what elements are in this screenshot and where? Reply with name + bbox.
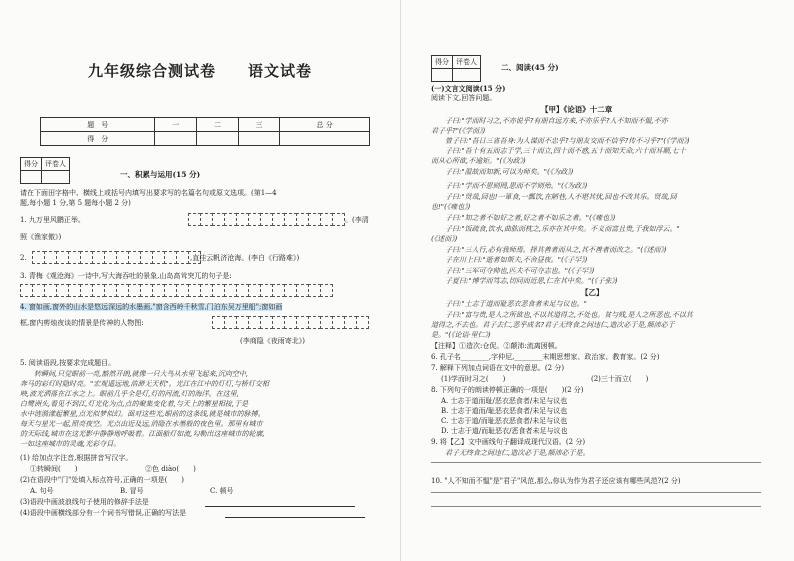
q3-text: 3. 青梅《观沧海》一诗中,写大海吞吐的景象,山岛高耸突兀的句子是: [20,272,232,280]
q4-highlight: 4. 窗如画,窗外的山水是悠远深远的水墨画,"窗含西岭千秋雪,门泊东吴万里船";窗如画 [20,303,283,311]
jia-line: 君子乎?"(《学而》) [431,127,486,135]
q5-2-option-a[interactable]: A. 句号 [30,487,54,495]
grader-score-label: 得分 [21,158,42,171]
q4-text-1 [20,303,282,312]
q5-paragraph-line: 每天与星光一起,照亮夜空。光点由近及远,消隐在水墨般的夜色里。那里有城市 [20,420,263,428]
q8-option-b[interactable]: B. 士志于道而/耻恶衣恶食者/未足与议也 [441,407,568,415]
q5-2-option-c[interactable]: C. 顿号 [210,487,234,495]
q5-paragraph-line: 一如这座城市的灵魂,光彩夺目。 [20,440,121,448]
subsection-1-instruction: 阅读下文,回答问题。 [431,94,497,102]
exam-title: 九年级综合测试卷 语文试卷 [88,62,313,80]
score-cell[interactable] [238,132,280,146]
score-header: 题 号 [41,118,155,132]
score-header: 总 分 [280,118,370,132]
yi-line: 子曰:"士志于道而耻恶衣恶食者未足与议也。" [431,300,587,308]
section-1-title: 一、积累与运用(15 分) [120,170,201,179]
section-2-title: 二、阅读(45 分) [501,63,559,72]
jia-line: 子曰:"贤哉,回也!一箪食,一瓢饮,在陋巷,人不堪其忧,回也不改其乐。贤哉,回 [431,193,677,201]
jia-line: 子曰:"知之者不如好之者,好之者不如乐之者。"(《雍也》) [431,214,616,222]
q2-suffix: ,直挂云帆济沧海。(李白《行路难》) [190,254,300,262]
q9-sentence: 君子无终食之间违仁,造次必于是,颠沛必于是。 [431,449,590,457]
jia-line: 子曰:"饭疏食,饮水,曲肱而枕之,乐亦在其中矣。不义而富且贵,于我如浮云。" [431,225,680,233]
jia-line: 子曰:"三军可夺帅也,匹夫不可夺志也。"(《子罕》) [431,267,595,275]
jia-line: 子曰:"三人行,必有我师焉。择其善者而从之,其不善者而改之。"(《述而》) [431,246,667,254]
q5-paragraph-line: 水中涟漪漾起繁星,点光似梦似幻。面对这些光,眼前的这条线,就是城市的脉搏。 [20,410,265,418]
q5-title: 5. 阅读语段,按要求完成题目。 [20,359,116,367]
q5-paragraph-line: 白鹭洲头,看见不到江,灯光化为点,点的聚集变化着,与天上的繁星相接,于是 [20,400,249,408]
score-header: 三 [238,118,280,132]
q5-1-a: ①转瞬间( ) [30,465,78,473]
score-table [40,117,370,146]
grader-score-cell[interactable] [432,69,453,82]
q4-source: (李商隐《夜雨寄北》) [240,337,305,345]
q1-answer-grid[interactable] [188,213,344,226]
q9-text: 9. 将【乙】文中画线句子翻译成现代汉语。(2 分) [431,438,586,446]
q8-option-d[interactable]: D. 士志于道/而耻恶衣/恶食者未足与议也 [441,427,568,435]
score-header: 一 [155,118,197,132]
q1-prefix: 1. 九万里风鹏正举。 [20,216,85,224]
q5-4-answer-line[interactable] [225,517,365,518]
q5-1-b: ②色 diào( ) [145,465,196,473]
grader-score-label: 得分 [432,56,453,69]
score-cell[interactable] [155,132,197,146]
jia-line: 曾子曰:"吾日三省吾身:为人谋而不忠乎?与朋友交而不信乎?传不习乎?"(《学而》) [431,137,690,145]
q3-answer-grid[interactable] [20,284,332,297]
q5-1-text: (1) 给加点字注音,根据拼音写汉字。 [20,454,133,462]
jia-line: 子曰:"吾十有五而志于学,三十而立,四十而不惑,五十而知天命,六十而耳顺,七十 [431,147,686,155]
yi-line: 是。"(《论语·里仁》) [431,331,491,339]
jia-line: (《述而》) [431,235,458,243]
q5-paragraph-line: 映,波光洒落在江水之上。眼前几乎全是灯,灯的河流,灯的海洋。在这里, [20,390,239,398]
q2-prefix: 2. [20,254,27,262]
jia-line: 子曰:"学而时习之,不亦说乎?有朋自远方来,不亦乐乎?人不知而不愠,不亦 [431,117,668,125]
jia-line: 子在川上曰:"逝者如斯夫,不舍昼夜。"(《子罕》) [431,256,588,264]
passage-jia-title: 【甲】《论语》十二章 [541,105,613,114]
passage-note: 【注释】①造次:仓促。②颠沛:流离困顿。 [431,342,562,350]
grader-name-label: 评卷人 [42,158,70,171]
grader-name-cell[interactable] [42,171,70,184]
grader-name-cell[interactable] [453,69,481,82]
jia-line: 子夏曰:"博学而笃志,切问而近思,仁在其中矣。"(《子张》) [431,277,618,285]
q5-4-text: (4)语段中画横线部分有一个词书写错误,正确的写法是 [20,509,187,517]
q5-2-text: (2)在语段中"门"处填入标点符号,正确的一项是( ) [20,476,185,484]
q5-paragraph-line: 的天际线,城市在这光影中静静地呼吸着。江面船灯如流,勾勒出这座城市的轮廓, [20,430,265,438]
q9-answer-line[interactable] [431,462,761,463]
jia-line: 而从心所欲,不逾矩。"(《为政》) [431,157,526,165]
grader-score-cell[interactable] [21,171,42,184]
q8-option-c[interactable]: C. 士志于道/而耻恶衣恶食者/未足与议也 [441,417,568,425]
q5-2-option-b[interactable]: B. 冒号 [120,487,144,495]
yi-line: 道得之,不去也。君子去仁,恶乎成名?君子无终食之间违仁,造次必于是,颠沛必于 [431,321,675,329]
instruction-line-1: 请在下面田字格中、横线上或括号内填写出要求写的名篇名句或原文选项。(第1—4 [20,189,277,197]
q8-option-a[interactable]: A. 士志于道而耻/恶衣恶食者/未足与议也 [441,397,568,405]
q10-answer-line[interactable] [431,492,761,493]
grader-box [20,157,70,184]
passage-yi-title: 【乙】 [581,288,604,297]
q4-answer-grid[interactable] [212,316,368,329]
q7-a: (1)学而时习之( ) [441,375,506,383]
q5-3-answer-line[interactable] [205,506,355,507]
q5-paragraph-line: 转瞬间,只觉眼前一亮,豁然开朗,就像一只大鸟从水里飞起来,沉向空中, [20,370,249,378]
score-cell[interactable] [197,132,239,146]
score-row-label: 得 分 [41,132,155,146]
q6-text: 6. 孔子名________,字仲尼,________末期思想家、政治家、教育家。(2 分) [431,353,660,361]
score-header: 二 [197,118,239,132]
jia-line: 子曰:"学而不思则罔,思而不学则殆。"(《为政》) [431,182,588,190]
q7-text: 7. 解释下列加点词语在文中的意思。(2 分) [431,364,565,372]
q2-answer-grid[interactable] [32,251,200,264]
jia-line: 子曰:"温故而知新,可以为师矣。"(《为政》) [431,168,574,176]
q8-text: 8. 下列句子的朗读停顿正确的一项是( )(2 分) [431,386,584,394]
q7-b: (2)三十而立( ) [591,375,649,383]
q1-source: 照《渔家傲》) [20,233,62,241]
grader-box [431,55,481,82]
q4-text-2: 框,窗内剪烛夜谈的情景是传神的人物图: [20,319,144,327]
q10-text: 10. "人不知而不愠"是"君子"风范,那么,你认为作为君子还应该有哪些风范?(2 分) [431,477,681,485]
right-page [400,0,794,561]
yi-line: 子曰:"富与贵,是人之所欲也,不以其道得之,不处也。贫与贱,是人之所恶也,不以其 [431,311,693,319]
subsection-1-title: (一)文言文阅读(15 分) [431,84,506,93]
q1-suffix: 。(李清 [345,216,369,224]
q5-paragraph-line: 奔马的彩灯时隐时亮。"宏观遥远地,浩渺无天机"。光江在江中的灯灯,与桥灯交相 [20,380,269,388]
score-cell[interactable] [280,132,370,146]
q5-3-text: (3)语段中画波浪线句子使用的修辞手法是 [20,498,149,506]
grader-name-label: 评卷人 [453,56,481,69]
q10-answer-line[interactable] [431,506,761,507]
instruction-line-2: 题,每小题 1 分,第 5 题每小题 2 分) [20,199,131,207]
jia-line: 也!"(《雍也》) [431,203,471,211]
